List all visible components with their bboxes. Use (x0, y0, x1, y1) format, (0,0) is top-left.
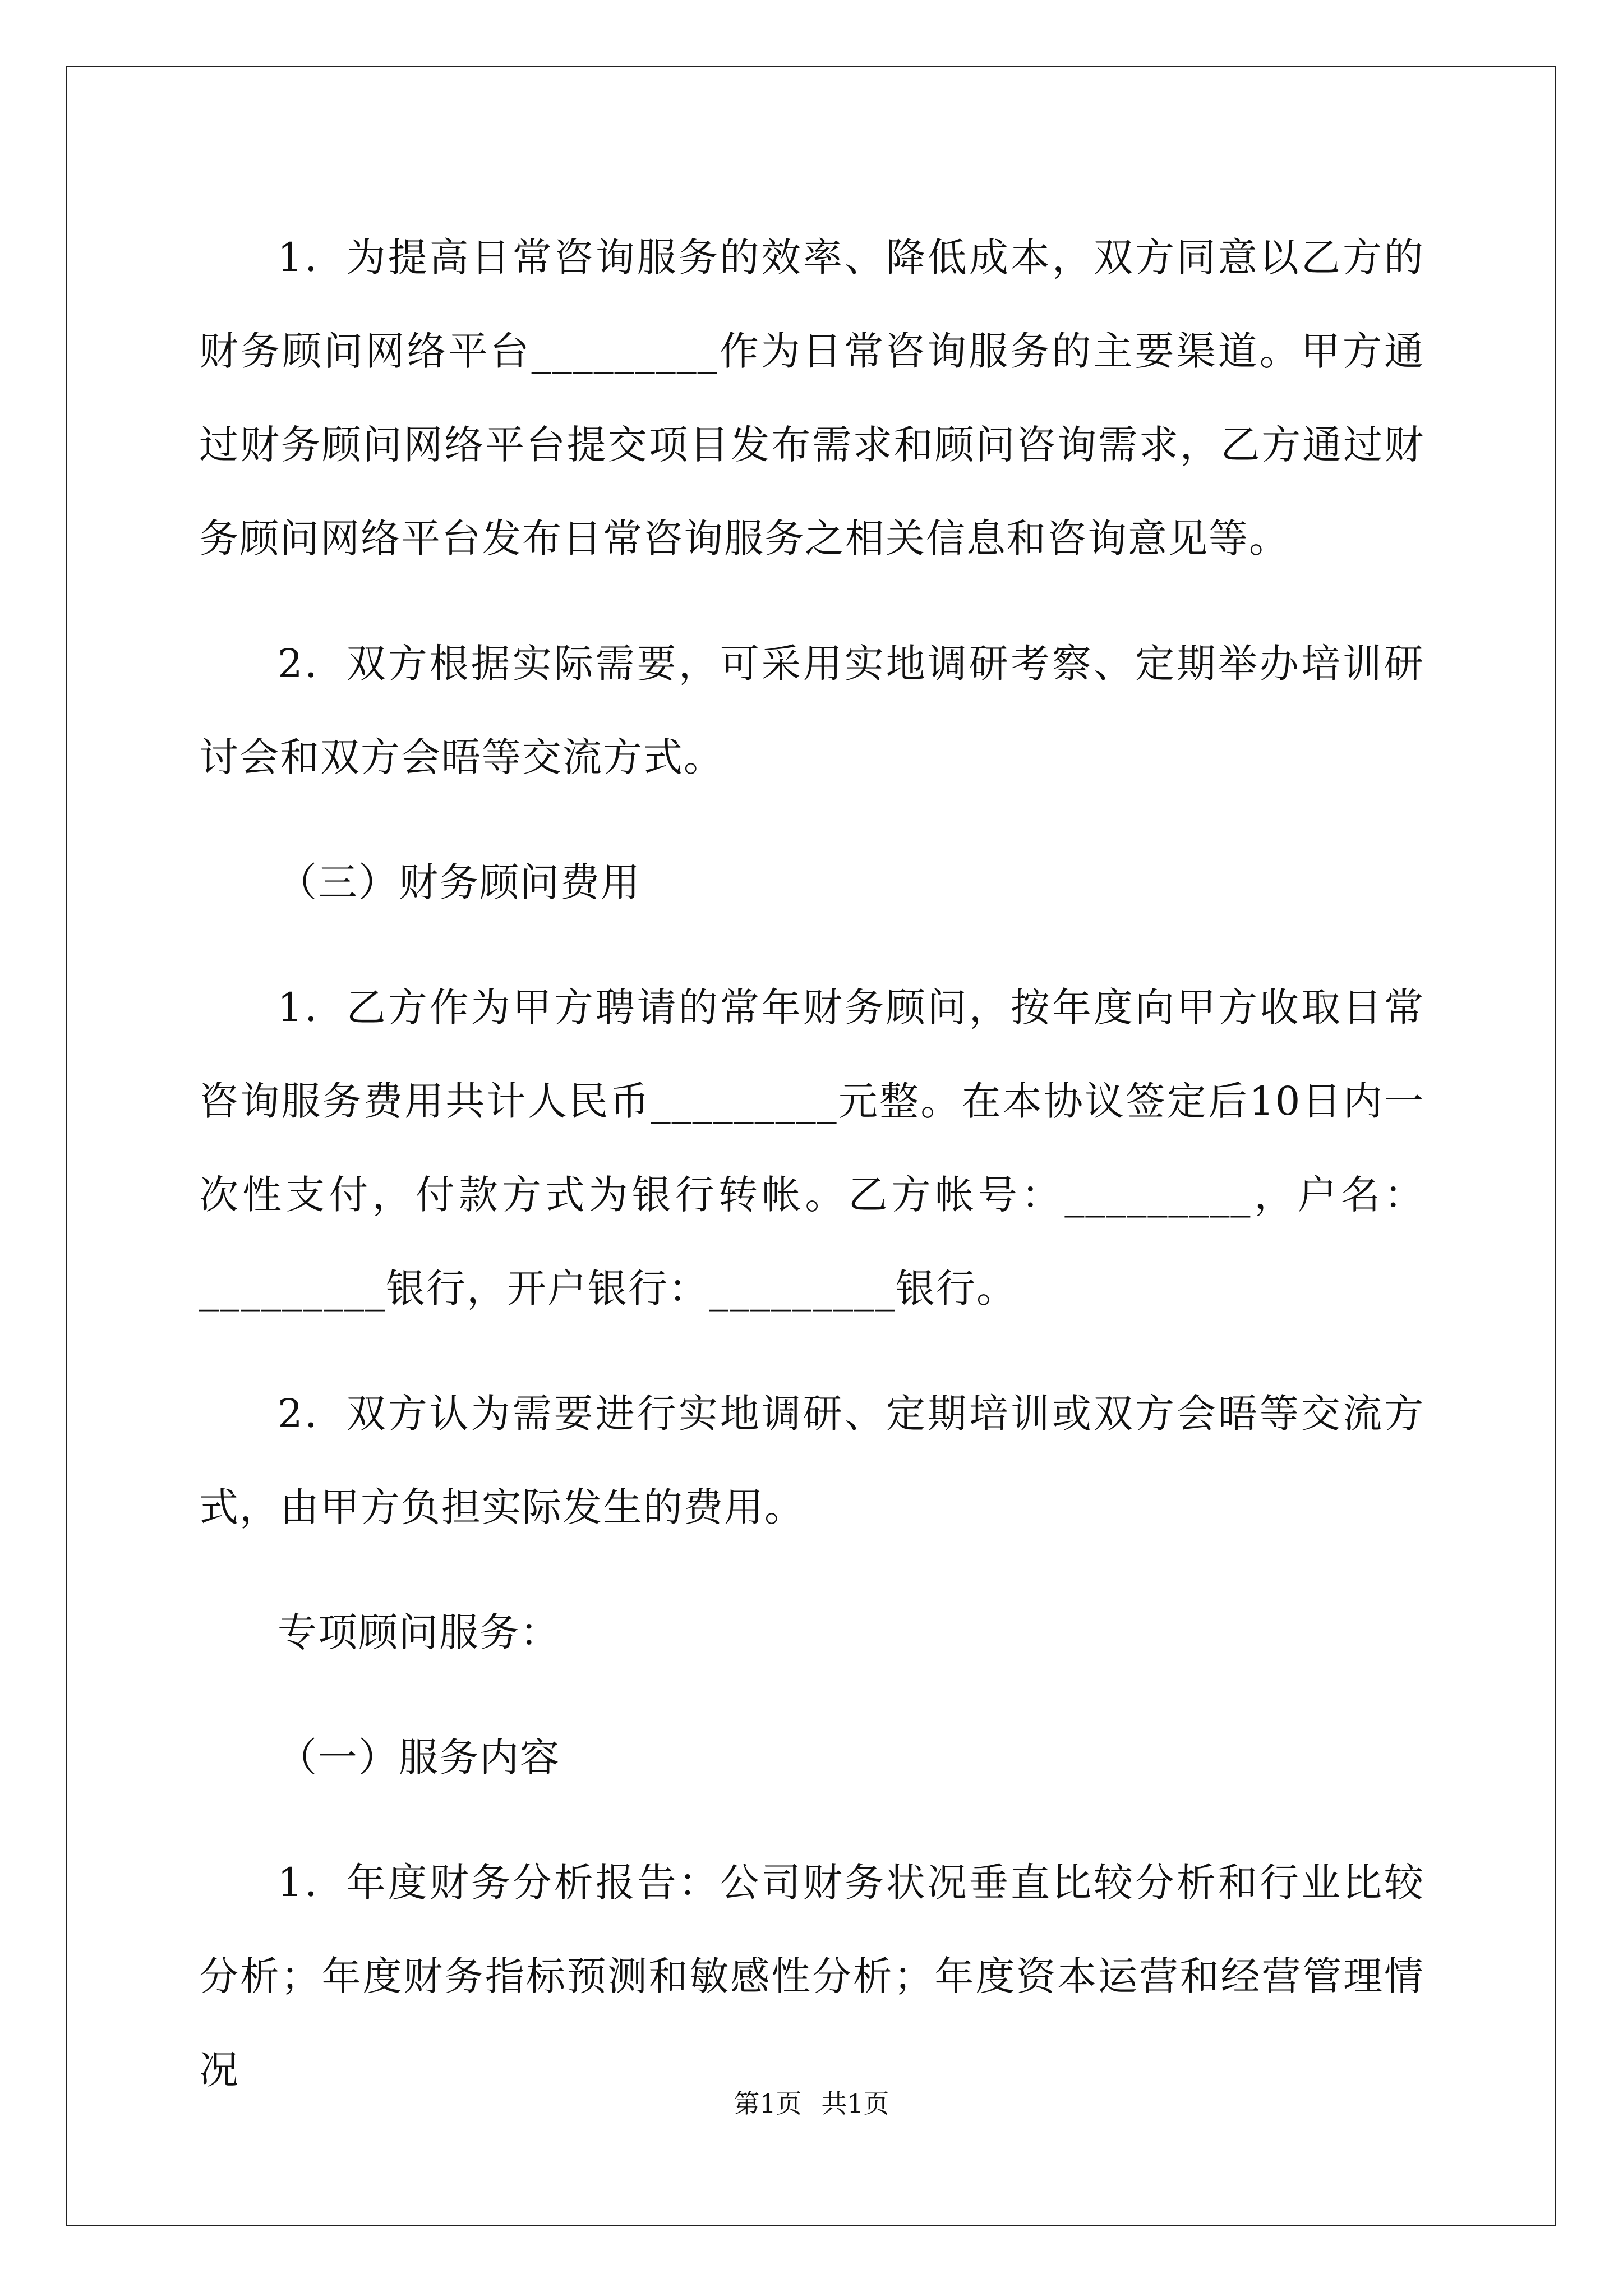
paragraph-exchange-methods: 2．双方根据实际需要，可采用实地调研考察、定期举办培训研讨会和双方会晤等交流方式。 (199, 641, 1424, 780)
paragraph-network-platform: 1．为提高日常咨询服务的效率、降低成本，双方同意以乙方的财务顾问网络平台_________作为日常咨询服务的主要渠道。甲方通过财务顾问网络平台提交项目发布需求和顾问咨询需求，乙方通过财务顾问网络平台发布日常咨询服务之相关信息和咨询意见等。 (199, 234, 1424, 562)
paragraph-annual-report: 1．年度财务分析报告：公司财务状况垂直比较分析和行业比较分析；年度财务指标预测和敏感性分析；年度资本运营和经营管理情况 (199, 1860, 1424, 2093)
paragraph-annual-fee: 1．乙方作为甲方聘请的常年财务顾问，按年度向甲方收取日常咨询服务费用共计人民币_________元整。在本协议签定后10日内一次性支付，付款方式为银行转帐。乙方帐号：_________，户名：_________银行，开户银行：_________银行。 (199, 984, 1424, 1312)
page-number: 第1页 (734, 2088, 802, 2119)
page-footer (0, 2087, 1623, 2120)
section-heading-service-content: （一）服务内容 (278, 1734, 560, 1780)
page-total: 共1页 (821, 2088, 889, 2119)
document-body (199, 211, 1424, 2148)
section-heading-special-services: 专项顾问服务： (278, 1609, 560, 1655)
section-heading-fees: （三）财务顾问费用 (278, 859, 641, 905)
paragraph-extra-costs: 2．双方认为需要进行实地调研、定期培训或双方会晤等交流方式，由甲方负担实际发生的费用。 (199, 1391, 1424, 1530)
